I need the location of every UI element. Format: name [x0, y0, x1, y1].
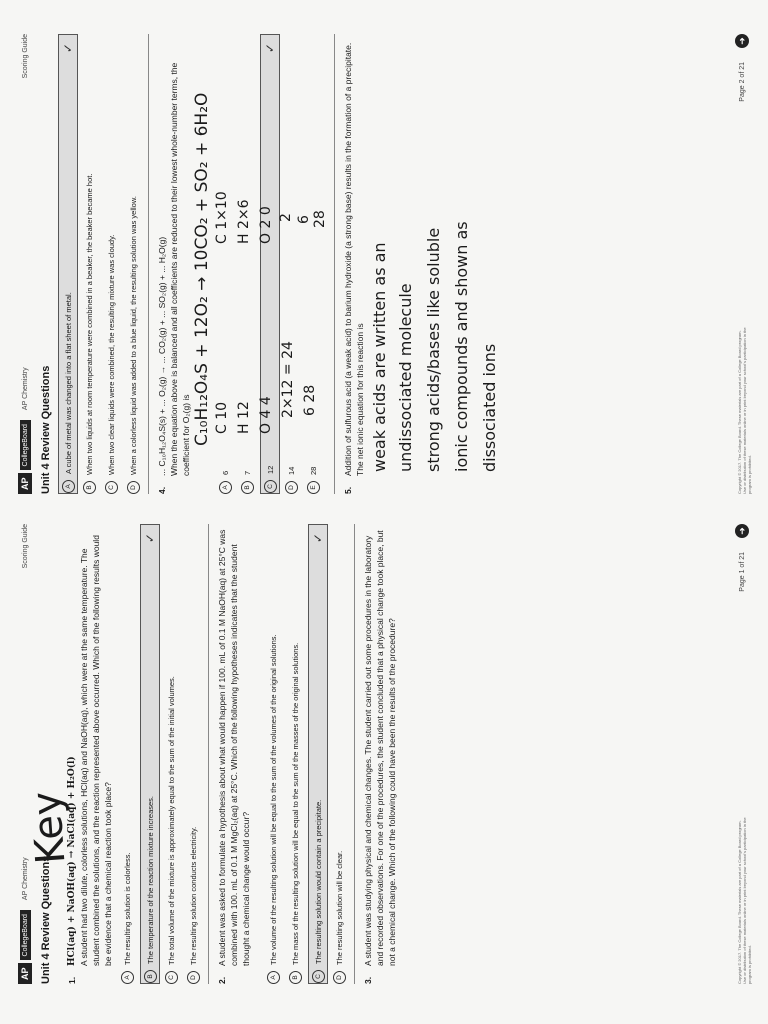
scoring-guide-label: Scoring Guide	[21, 34, 29, 79]
q1-option-d[interactable]	[184, 524, 202, 984]
question-text: Addition of sulfurous acid (a weak acid) to barium hydroxide (a strong base) results in the formation of a precipitate. The net ionic equation for this reaction is	[343, 42, 365, 476]
q3-option-d[interactable]	[124, 34, 142, 494]
q3-option-c[interactable]	[102, 34, 120, 494]
q4-option-a[interactable]	[216, 454, 234, 494]
question-3	[362, 524, 398, 984]
option-text: The resulting solution conducts electricity.	[188, 826, 198, 965]
option-bubble: C	[165, 971, 178, 984]
q2-option-d[interactable]	[330, 524, 348, 984]
scoring-guide-label: Scoring Guide	[21, 524, 29, 569]
page-title: Unit 4 Review Questions	[40, 365, 52, 494]
option-text: A cube of metal was changed into a flat sheet of metal.	[63, 292, 73, 474]
question-number: 3.	[363, 976, 373, 984]
copyright-text: Copyright © 2017. The College Board. These materials are part of a College Board program. Use or distribution of these materials online or in print beyond your school's participation in the program is prohibited.	[737, 817, 752, 984]
equation: ... C₁₀H₁₂O₄S(s) + ... O₂(g) → ... CO₂(g) + ... SO₂(g) + ... H₂O(g)	[157, 236, 167, 476]
option-bubble: B	[289, 971, 302, 984]
question-text: A student was studying physical and chemical changes. The student carried out some procedures in the laboratory and recorded observations. For one of the procedures, the student concluded that a physical change took place, but not a chemical change. Which of the following could have been the results of the procedure?	[363, 530, 397, 966]
q2-option-a[interactable]	[264, 524, 282, 984]
handwritten-work: 2×12 = 24	[280, 341, 296, 418]
option-bubble: E	[307, 481, 320, 494]
option-text: When two liquids at room temperature were combined in a beaker, the beaker became hot.	[84, 173, 94, 475]
page-title: Unit 4 Review Questions	[40, 855, 52, 984]
handwritten-balanced-equation: C₁₀H₁₂O₄S + 12O₂ → 10CO₂ + SO₂ + 6H₂O	[192, 92, 212, 446]
collegeboard-logo: CollegeBoard	[20, 910, 31, 960]
q1-option-b[interactable]	[140, 524, 160, 984]
question-1	[66, 524, 114, 984]
q3-option-a[interactable]	[58, 34, 78, 494]
option-text: When a colorless liquid was added to a blue liquid, the resulting solution was yellow.	[128, 196, 138, 475]
page-header	[14, 524, 36, 984]
option-text: The mass of the resulting solution will be equal to the sum of the masses of the original solutions.	[290, 642, 300, 965]
question-number: 5.	[343, 486, 353, 494]
option-text: 6	[220, 470, 230, 475]
option-bubble: A	[121, 971, 134, 984]
handwritten-work: C 1×10	[214, 191, 230, 244]
option-bubble: D	[333, 971, 346, 984]
q4-option-d[interactable]	[282, 454, 300, 494]
option-bubble: A	[267, 971, 280, 984]
option-bubble: D	[285, 481, 298, 494]
question-text: A student had two dilute, colorless solutions, HCl(aq) and NaOH(aq), which were at the same temperature. The student combined the solutions, and the reaction represented above occurred. Which of the following results would be evidence that a chemical reaction took place?	[79, 535, 113, 966]
q4-option-e[interactable]	[304, 454, 322, 494]
option-text: The volume of the resulting solution will be equal to the sum of the volumes of the original solutions.	[268, 634, 278, 965]
check-icon: ✓	[61, 43, 75, 54]
handwritten-work: 28	[312, 210, 328, 228]
equation: HCl(aq) + NaOH(aq) → NaCl(aq) + H₂O(l)	[67, 756, 77, 966]
handwritten-work: C 10	[214, 401, 230, 434]
handwritten-note: strong acids/bases like soluble	[424, 227, 443, 472]
page-number: Page 1 of 21	[739, 552, 746, 592]
handwritten-note: weak acids are written as an	[370, 242, 389, 472]
option-bubble: C	[264, 480, 277, 493]
q2-option-c[interactable]	[308, 524, 328, 984]
divider	[208, 524, 209, 984]
option-bubble: A	[62, 480, 75, 493]
option-bubble: C	[105, 481, 118, 494]
question-number: 2.	[217, 976, 227, 984]
option-text: When two clear liquids were combined, the resulting mixture was cloudy.	[106, 234, 116, 475]
question-text: When the equation above is balanced and all coefficients are reduced to their lowest whole-number terms, the coefficient for O₂(g) is	[169, 62, 191, 476]
q2-option-b[interactable]	[286, 524, 304, 984]
check-icon: ✓	[143, 533, 157, 544]
copyright-text: Copyright © 2017. The College Board. These materials are part of a College Board program. Use or distribution of these materials online or in print beyond your school's participation in the program is prohibited.	[737, 327, 752, 494]
handwritten-work: O 2 0	[258, 206, 274, 244]
handwritten-key: Key	[23, 789, 75, 866]
question-2	[216, 524, 252, 984]
check-icon: ✓	[263, 43, 277, 54]
question-number: 1.	[67, 976, 77, 984]
handwritten-note: dissociated ions	[480, 343, 499, 472]
handwritten-work: H 2×6	[236, 199, 252, 244]
collegeboard-logo: CollegeBoard	[20, 420, 31, 470]
handwritten-work: 6 28	[302, 384, 318, 416]
page-footer	[735, 34, 755, 494]
option-text: The resulting solution will be clear.	[334, 850, 344, 965]
question-number: 4.	[157, 486, 167, 494]
option-text: The temperature of the reaction mixture increases.	[145, 796, 155, 964]
option-bubble: A	[219, 481, 232, 494]
page-number: Page 2 of 21	[739, 62, 746, 102]
subject-label: AP Chemistry	[21, 857, 29, 901]
q1-option-a[interactable]	[118, 524, 136, 984]
check-icon: ✓	[311, 533, 325, 544]
page-1	[0, 524, 768, 984]
handwritten-note: undissociated molecule	[396, 283, 415, 472]
page-2	[0, 34, 768, 494]
option-text: The resulting solution would contain a precipitate.	[313, 799, 323, 964]
divider	[148, 34, 149, 494]
ap-logo: AP	[18, 963, 32, 984]
handwritten-work: 2	[278, 213, 294, 222]
q1-option-c[interactable]	[162, 524, 180, 984]
handwritten-work: H 12	[236, 401, 252, 434]
q4-option-b[interactable]	[238, 454, 256, 494]
next-arrow-icon[interactable]: ➜	[735, 524, 749, 538]
page-footer	[735, 524, 755, 984]
divider	[334, 34, 335, 494]
option-bubble: D	[127, 481, 140, 494]
option-bubble: C	[312, 970, 325, 983]
handwritten-work: 6	[296, 215, 312, 224]
question-text: A student was asked to formulate a hypothesis about what would happen if 100. mL of 0.1 M NaOH(aq) at 25°C was combined with 100. mL of 0.1 M MgCl₂(aq) at 25°C. Which of the following hypotheses indicates that the student thought a chemical change would occur?	[217, 529, 251, 966]
page-header	[14, 34, 36, 494]
subject-label: AP Chemistry	[21, 367, 29, 411]
next-arrow-icon[interactable]: ➜	[735, 34, 749, 48]
question-5	[342, 34, 366, 494]
option-text: The resulting solution is colorless.	[122, 852, 132, 965]
divider	[354, 524, 355, 984]
q3-option-b[interactable]	[80, 34, 98, 494]
option-bubble: B	[241, 481, 254, 494]
option-text: 28	[308, 466, 318, 475]
option-bubble: B	[144, 970, 157, 983]
option-bubble: B	[83, 481, 96, 494]
option-bubble: D	[187, 971, 200, 984]
ap-logo: AP	[18, 473, 32, 494]
handwritten-work: O 4 4	[258, 396, 274, 434]
question-4	[156, 34, 192, 494]
option-text: The total volume of the mixture is approximately equal to the sum of the initial volumes.	[166, 676, 176, 965]
option-text: 12	[265, 465, 275, 474]
option-text: 14	[286, 466, 296, 475]
handwritten-note: ionic compounds and shown as	[452, 221, 471, 472]
option-text: 7	[242, 470, 252, 475]
